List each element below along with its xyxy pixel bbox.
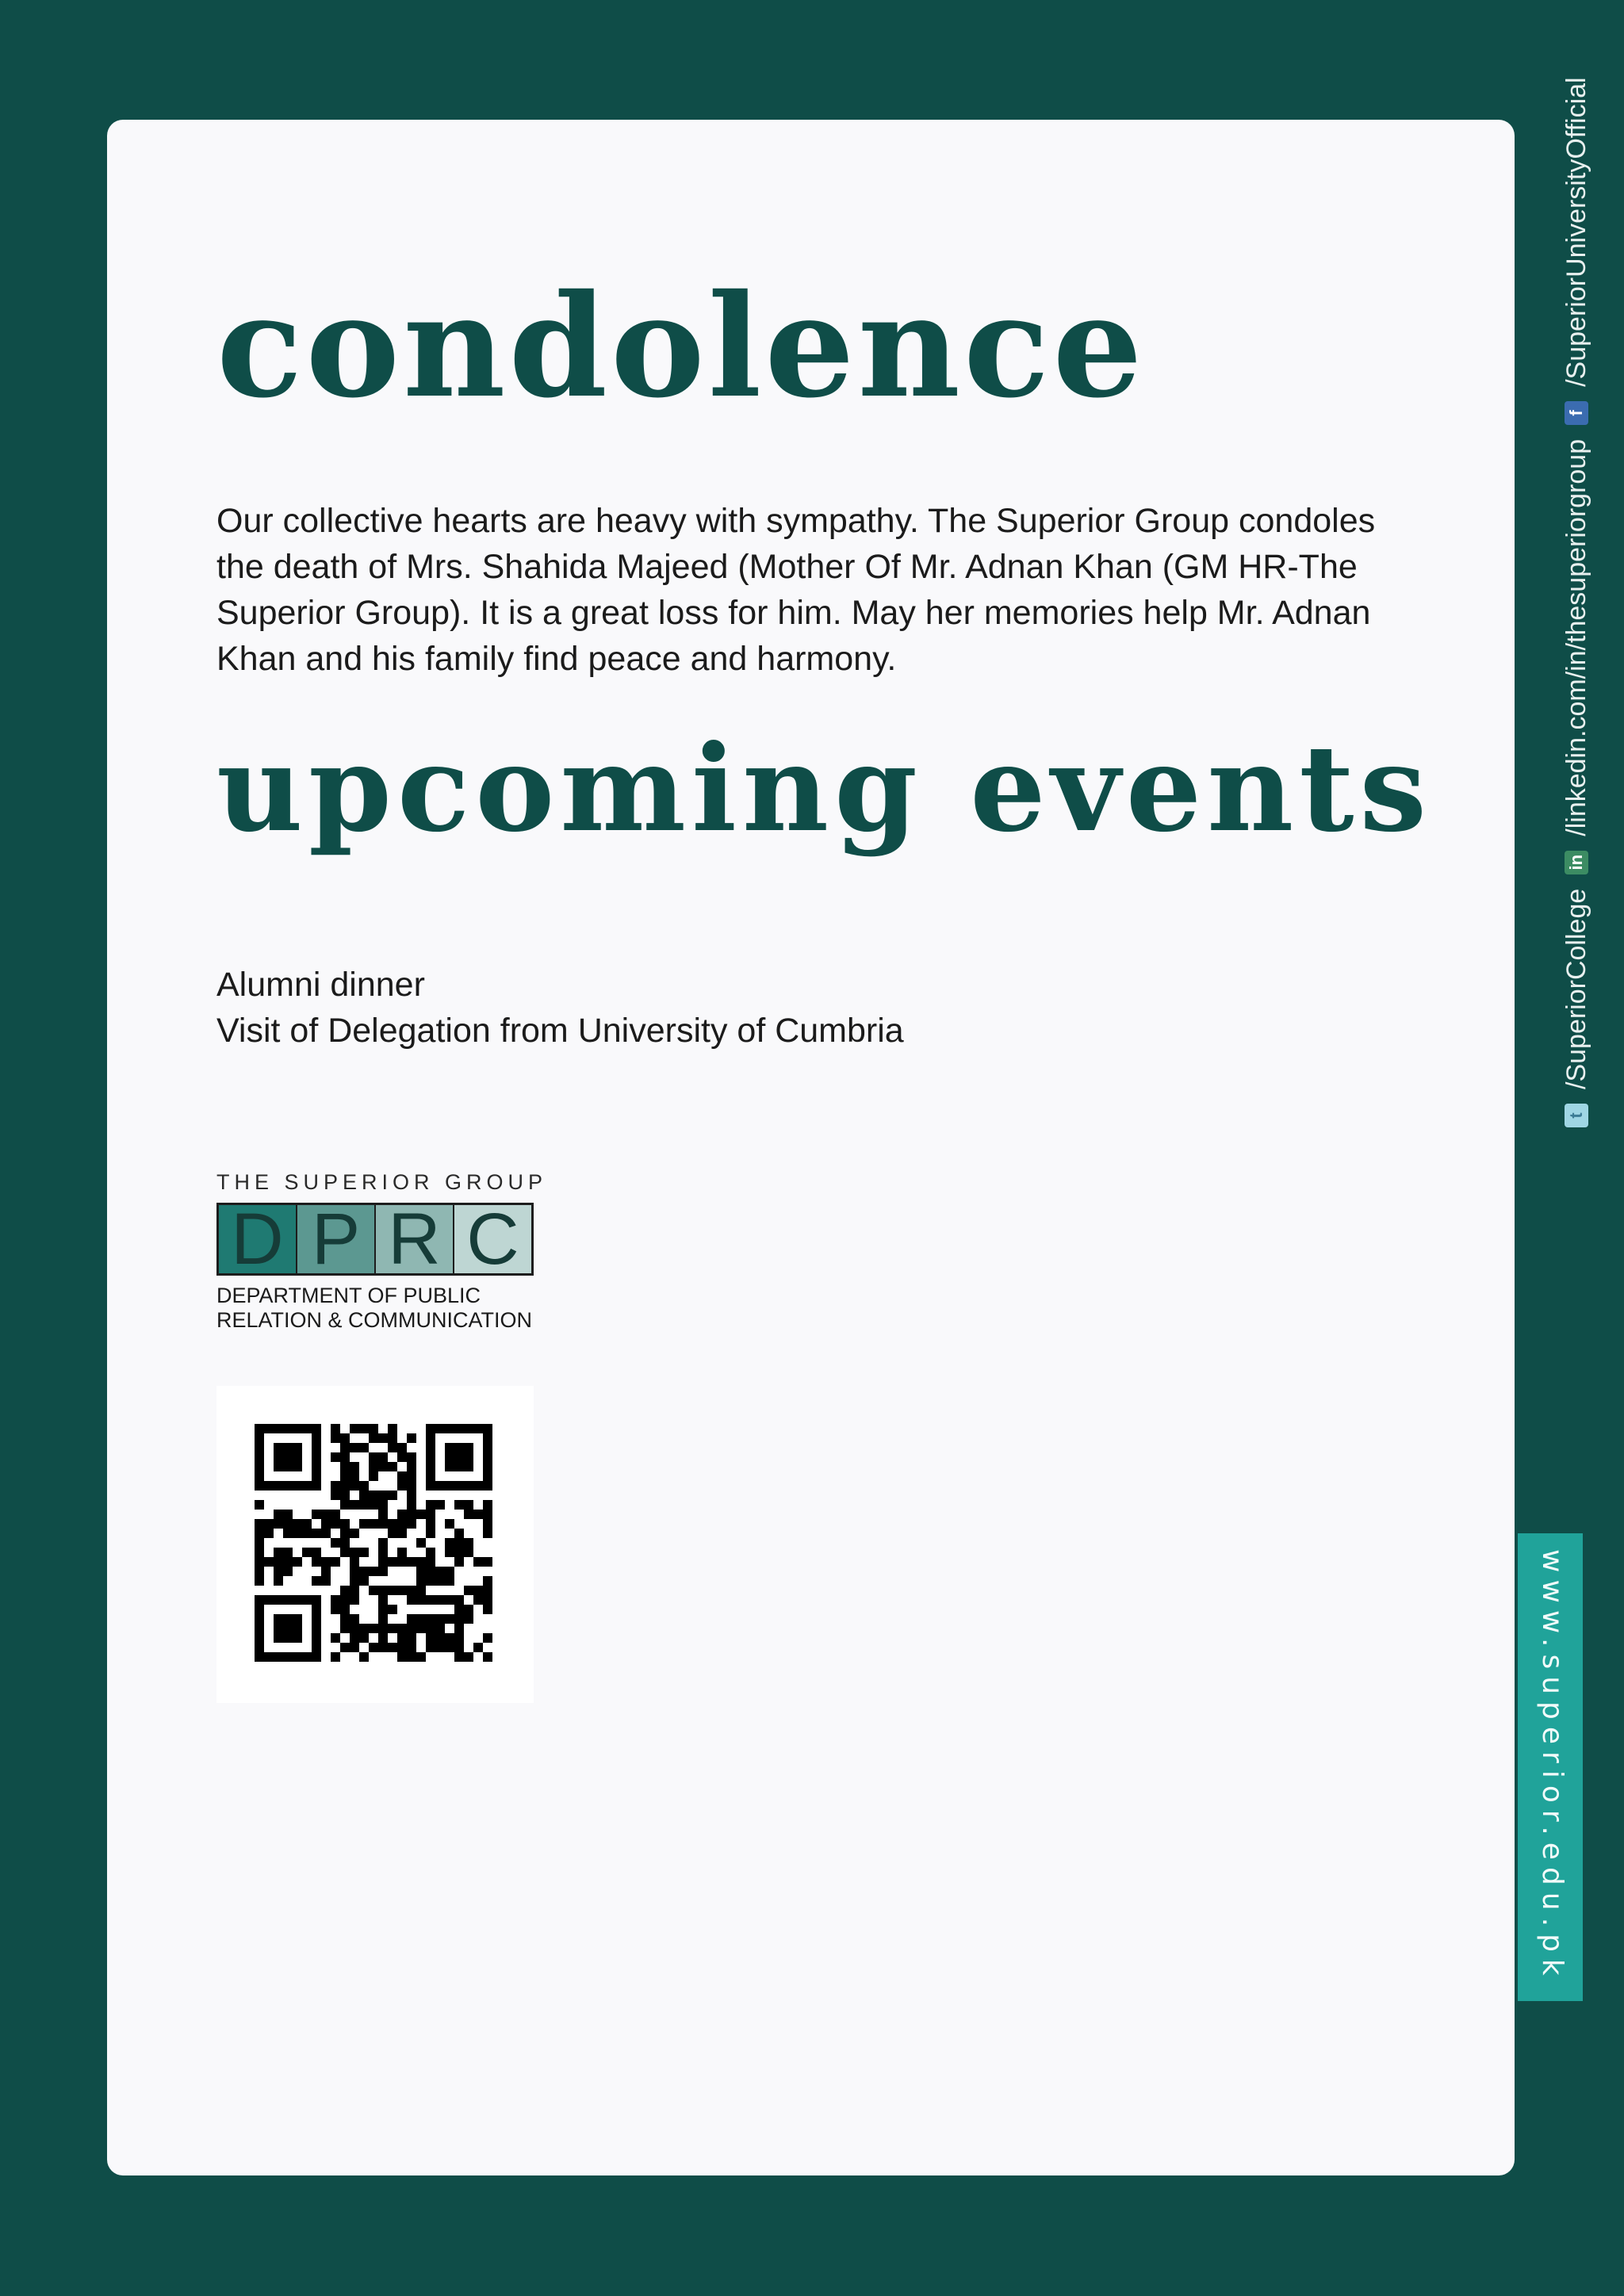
logo-letter-r: R <box>376 1205 454 1273</box>
linkedin-icon[interactable]: in <box>1565 851 1588 874</box>
logo-department-line1: DEPARTMENT OF PUBLIC <box>216 1284 481 1307</box>
logo-group-name: THE SUPERIOR GROUP <box>216 1170 548 1194</box>
condolence-heading: condolence <box>216 263 1146 429</box>
facebook-handle[interactable]: /SuperiorUniversityOfficial <box>1561 77 1591 387</box>
dprc-logo <box>216 1170 548 1333</box>
events-list <box>216 962 904 1054</box>
condolence-message: Our collective hearts are heavy with sympathy. The Superior Group condoles the death of Mrs. Shahida Majeed (Mother Of Mr. Adnan Khan (GM HR-The Superior Group). It is a great loss for him. May her memories help Mr. Adnan Khan and his family find peace and harmony. <box>216 502 1376 678</box>
facebook-icon[interactable]: f <box>1565 401 1588 425</box>
twitter-icon[interactable]: t <box>1565 1104 1588 1127</box>
qr-code-icon <box>255 1424 492 1662</box>
qr-code[interactable] <box>216 1386 534 1703</box>
event-item: Visit of Delegation from University of Cumbria <box>216 1012 904 1050</box>
website-url[interactable]: www.superior.edu.pk <box>1536 1549 1568 1983</box>
social-links <box>1559 77 1594 1142</box>
event-item: Alumni dinner <box>216 966 425 1004</box>
logo-department-line2: RELATION & COMMUNICATION <box>216 1308 533 1332</box>
upcoming-events-heading: upcoming events <box>216 719 1433 859</box>
linkedin-url[interactable]: /linkedin.com/in/thesuperiorgroup <box>1561 438 1591 836</box>
logo-letter-c: C <box>454 1205 531 1273</box>
logo-letter-d: D <box>219 1205 297 1273</box>
logo-letter-box <box>216 1203 534 1276</box>
logo-letter-p: P <box>297 1205 376 1273</box>
twitter-handle[interactable]: /SuperiorCollege <box>1561 888 1591 1089</box>
